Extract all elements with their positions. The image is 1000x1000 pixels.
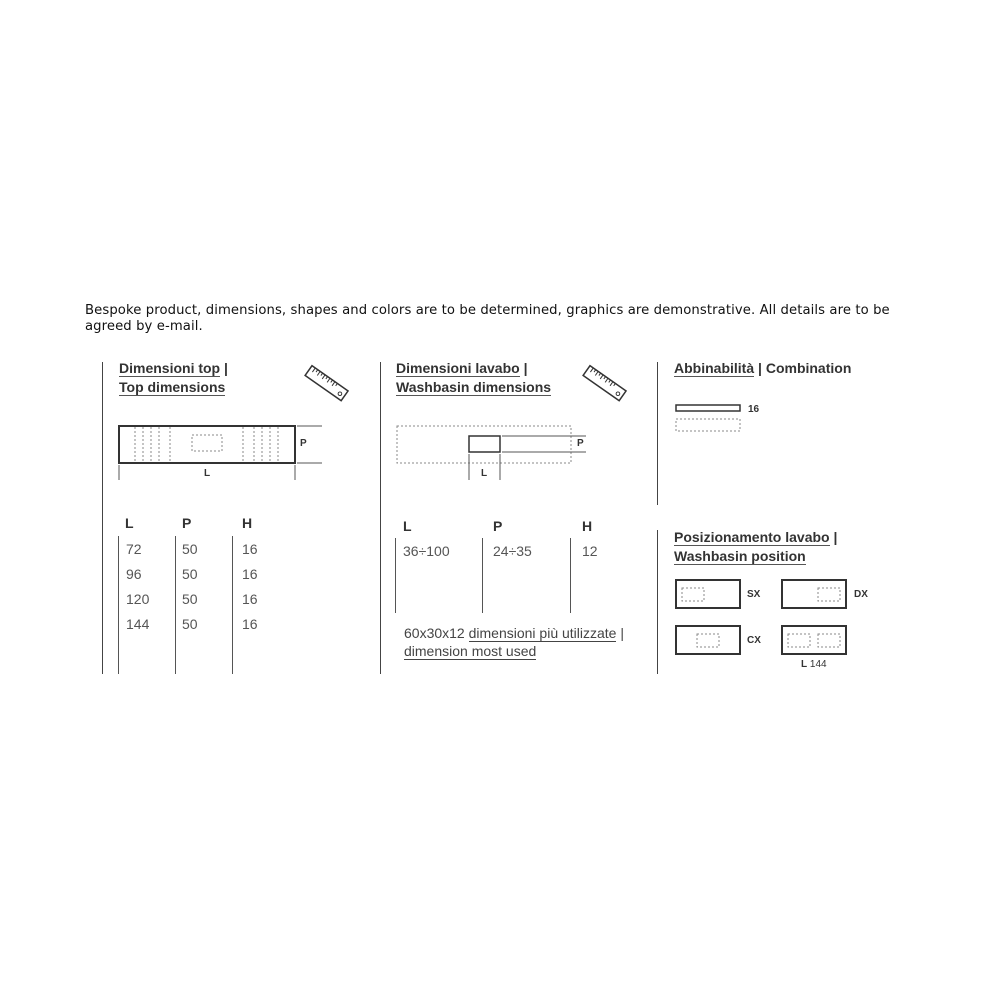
top-cell: 16	[242, 541, 258, 557]
double-label-value: 144	[809, 659, 827, 670]
wb-value-h: 12	[582, 543, 598, 559]
top-col-line-1	[118, 536, 119, 674]
position-dx-label: DX	[854, 589, 868, 600]
top-title-it: Dimensioni top	[119, 360, 221, 376]
washbasin-note	[404, 624, 624, 660]
top-cell: 144	[126, 616, 150, 632]
washbasin-dimensions-title	[396, 359, 551, 397]
ruler-icon	[578, 360, 630, 408]
divider-left	[102, 362, 103, 674]
wb-header-h: H	[582, 518, 593, 534]
top-cell: 16	[242, 566, 258, 582]
top-cell: 50	[182, 591, 198, 607]
divider-right-top	[657, 362, 658, 505]
divider-right-bottom	[657, 530, 658, 674]
note-en: dimension most used	[404, 643, 537, 659]
position-title-it: Posizionamento lavabo	[674, 529, 830, 545]
position-sx-drawing	[674, 578, 744, 612]
combination-thickness-label: 16	[748, 404, 760, 415]
note-prefix: 60x30x12	[404, 625, 465, 641]
ruler-icon	[300, 360, 352, 408]
washbasin-title-en: Washbasin dimensions	[396, 379, 552, 395]
wb-col-line-2	[482, 538, 483, 613]
intro-text: Bespoke product, dimensions, shapes and colors are to be determined, graphics are demonstrative. All details are to be agreed by e-mail.	[85, 303, 890, 334]
combination-title-en: Combination	[765, 360, 852, 376]
top-col-line-2	[175, 536, 176, 674]
top-label-l: L	[204, 468, 211, 479]
washbasin-label-l: L	[481, 468, 488, 479]
combination-title-sep: |	[758, 360, 762, 376]
wb-value-l: 36÷100	[403, 543, 450, 559]
divider-middle	[380, 362, 381, 674]
note-underlined: dimensioni più utilizzate	[468, 625, 617, 641]
top-cell: 16	[242, 591, 258, 607]
top-cell: 50	[182, 541, 198, 557]
top-cell: 96	[126, 566, 142, 582]
position-double-drawing	[780, 624, 850, 658]
wb-col-line-3	[570, 538, 571, 613]
combination-title-it: Abbinabilità	[674, 360, 755, 376]
top-title-en: Top dimensions	[119, 379, 226, 395]
combination-title	[674, 359, 851, 378]
top-header-l: L	[125, 515, 134, 531]
washbasin-title-sep: |	[523, 360, 528, 376]
top-col-line-3	[232, 536, 233, 674]
top-drawing	[110, 418, 330, 484]
washbasin-label-p: P	[577, 438, 584, 449]
washbasin-drawing	[390, 420, 600, 486]
position-title-sep: |	[833, 529, 838, 545]
position-sx-label: SX	[747, 589, 761, 600]
position-cx-drawing	[674, 624, 744, 658]
wb-col-line-1	[395, 538, 396, 613]
wb-header-p: P	[493, 518, 503, 534]
top-cell: 50	[182, 566, 198, 582]
position-cx-label: CX	[747, 635, 761, 646]
top-header-p: P	[182, 515, 192, 531]
position-title	[674, 528, 837, 566]
top-cell: 50	[182, 616, 198, 632]
top-cell: 16	[242, 616, 258, 632]
note-sep: |	[620, 625, 624, 641]
combination-drawing	[670, 400, 750, 436]
top-cell: 120	[126, 591, 150, 607]
top-header-h: H	[242, 515, 253, 531]
position-double-label	[801, 659, 827, 670]
wb-header-l: L	[403, 518, 412, 534]
position-dx-drawing	[780, 578, 850, 612]
top-label-p: P	[300, 438, 307, 449]
washbasin-title-it: Dimensioni lavabo	[396, 360, 520, 376]
double-label-l: L	[801, 659, 808, 670]
top-cell: 72	[126, 541, 142, 557]
position-title-en: Washbasin position	[674, 548, 806, 564]
top-dimensions-title	[119, 359, 228, 397]
wb-value-p: 24÷35	[493, 543, 532, 559]
top-title-sep: |	[224, 360, 228, 376]
